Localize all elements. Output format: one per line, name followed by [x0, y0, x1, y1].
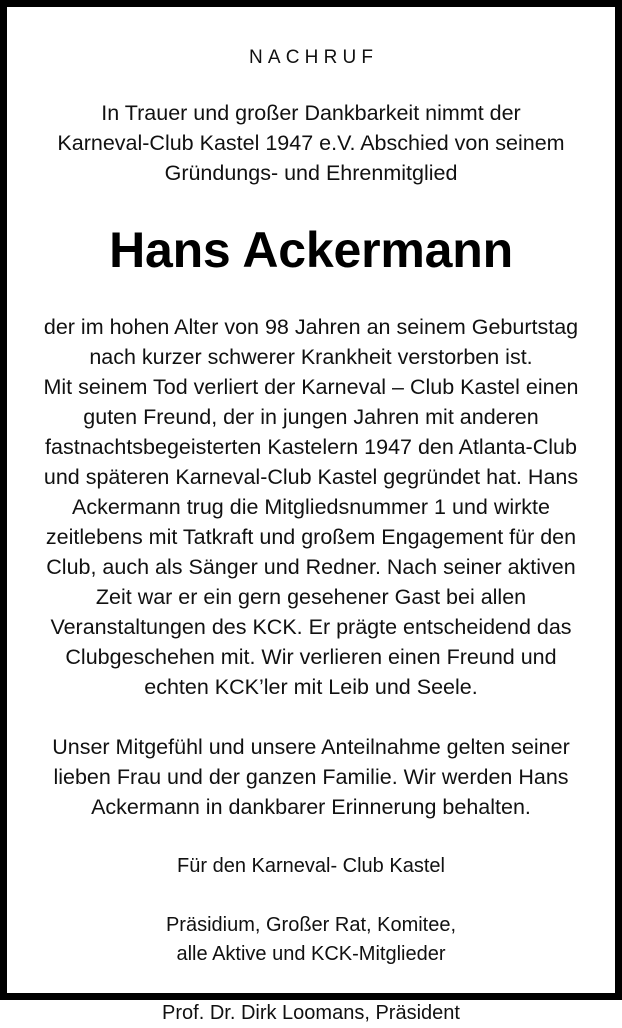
signatories	[33, 911, 589, 969]
tribute-p1-line-2: nach kurzer schwerer Krankheit verstorben ist.	[89, 344, 533, 369]
signatory-line-2: alle Aktive und KCK-Mitglieder	[176, 942, 446, 965]
president-line: Prof. Dr. Dirk Loomans, Präsident	[162, 1001, 460, 1024]
tribute-p1-line-6: und späteren Karneval-Club Kastel gegründet hat. Hans	[43, 464, 579, 489]
intro-line-3: Gründungs- und Ehrenmitglied	[164, 160, 458, 185]
tribute-p1-line-9: Club, auch als Sänger und Redner. Nach seiner aktiven	[46, 554, 576, 579]
tribute-p1-line-4: guten Freund, der in jungen Jahren mit anderen	[83, 404, 539, 429]
club-attribution: Für den Karneval- Club Kastel	[177, 854, 445, 877]
tribute-paragraph-1	[33, 312, 589, 702]
tribute-p1-line-12: Clubgeschehen mit. Wir verlieren einen Freund und	[65, 644, 557, 669]
president-block	[33, 999, 589, 1028]
signatory-line-1: Präsidium, Großer Rat, Komitee,	[165, 913, 457, 936]
tribute-p1-line-11: Veranstaltungen des KCK. Er prägte entscheidend das	[50, 614, 572, 639]
tribute-paragraph-2	[33, 732, 589, 822]
notice-content	[7, 7, 615, 1024]
notice-kicker: NACHRUF	[248, 47, 379, 68]
intro-line	[33, 98, 589, 188]
tribute-p1-line-7: Ackermann trug die Mitgliedsnummer 1 und wirkte	[72, 494, 550, 519]
tribute-p2-line-1: Unser Mitgefühl und unsere Anteilnahme gelten seiner	[52, 734, 570, 759]
tribute-p1-line-8: zeitlebens mit Tatkraft und großem Engagement für den	[45, 524, 577, 549]
club-attribution-block	[33, 852, 589, 881]
intro-paragraph	[33, 98, 589, 188]
tribute-p1-line-3: Mit seinem Tod verliert der Karneval – Club Kastel einen	[43, 374, 579, 399]
signatories-block	[33, 911, 589, 969]
tribute-p1-line-13: echten KCK’ler mit Leib und Seele.	[144, 674, 478, 699]
tribute-p1-line-5: fastnachtsbegeisterten Kastelern 1947 den Atlanta-Club	[45, 434, 577, 459]
tribute-p2-line-2: lieben Frau und der ganzen Familie. Wir werden Hans	[53, 764, 569, 789]
tribute-p1-line-1: der im hohen Alter von 98 Jahren an seinem Geburtstag	[43, 314, 579, 339]
intro-line-1: In Trauer und großer Dankbarkeit nimmt der	[101, 100, 521, 125]
tribute-p1-line-10: Zeit war er ein gern gesehener Gast bei allen	[95, 584, 527, 609]
tribute-p2-line-3: Ackermann in dankbarer Erinnerung behalten.	[91, 794, 531, 819]
deceased-name: Hans Ackermann	[109, 221, 513, 278]
tribute-body	[33, 312, 589, 822]
intro-line-2: Karneval-Club Kastel 1947 e.V. Abschied von seinem	[57, 130, 565, 155]
